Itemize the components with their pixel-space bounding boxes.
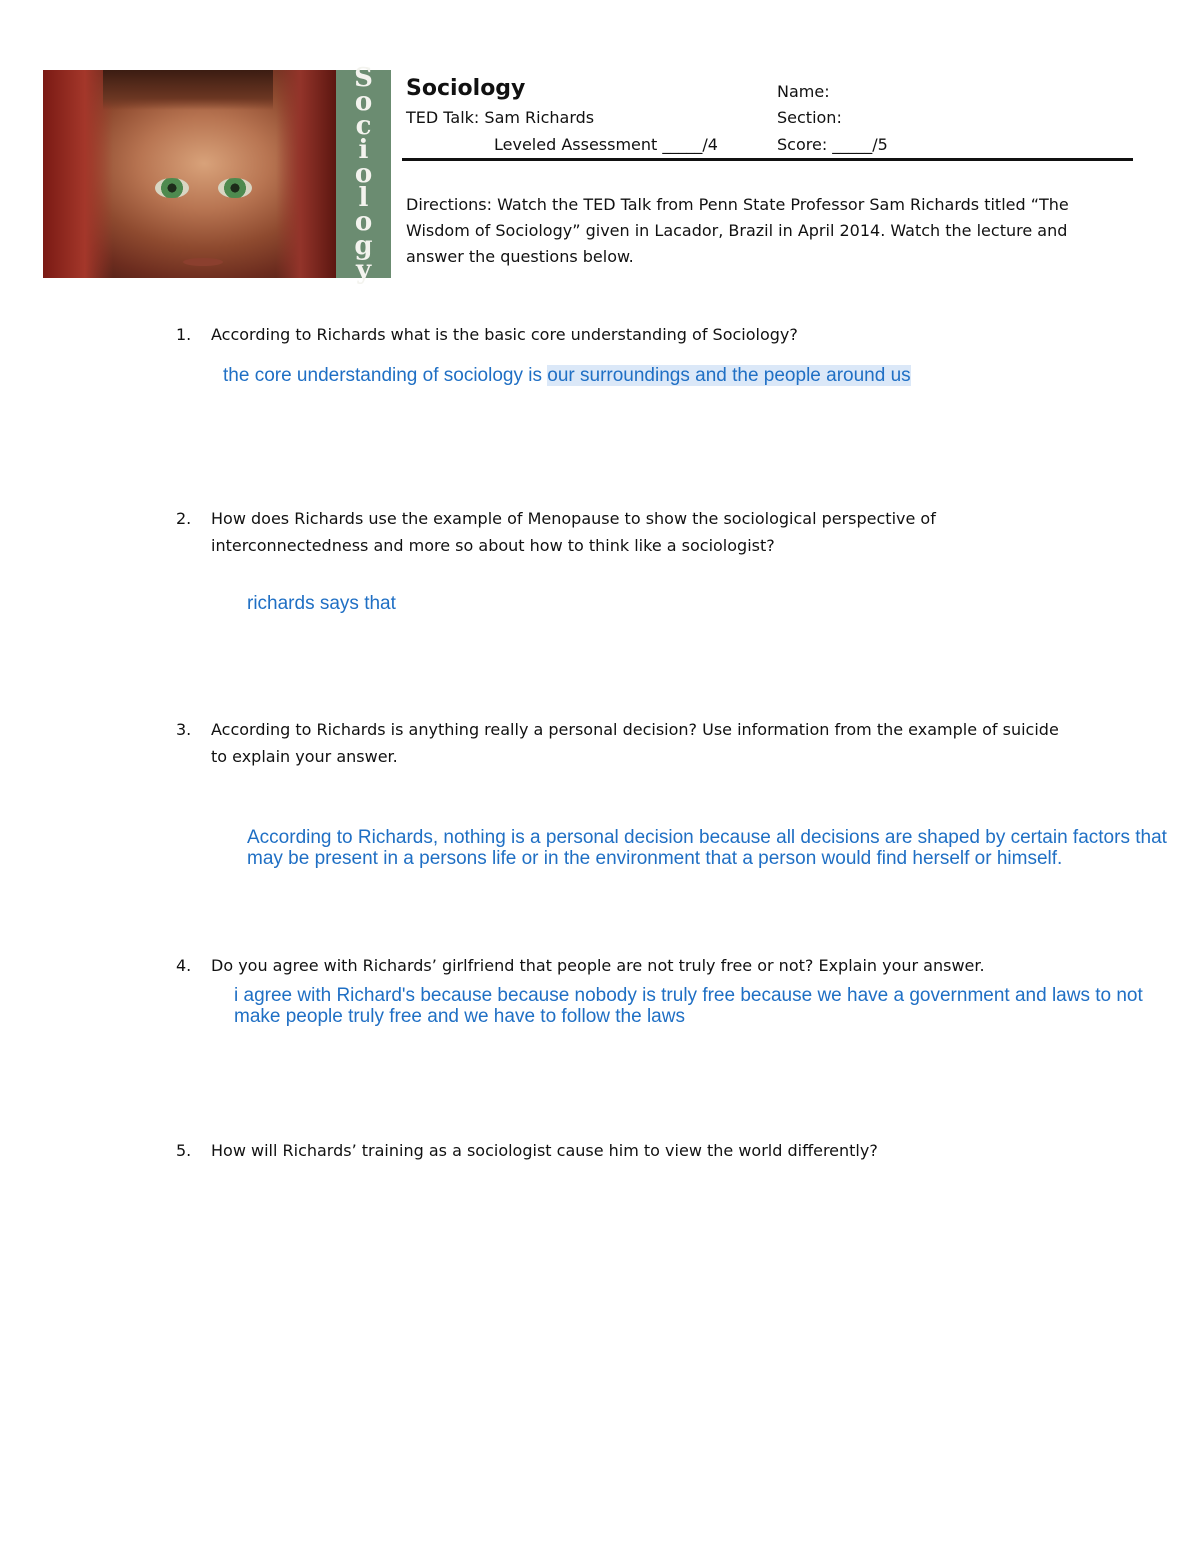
answer-1[interactable]	[223, 365, 911, 386]
question-text: How does Richards use the example of Menopause to show the sociological perspective of interconnectedness and more so about how to think like a sociologist?	[211, 509, 936, 555]
answer-4[interactable]: i agree with Richard's because because nobody is truly free because we have a government and laws to not make people truly free and we have to follow the laws	[234, 985, 1143, 1027]
header-banner	[43, 63, 391, 285]
directions-text: Directions: Watch the TED Talk from Penn State Professor Sam Richards titled “The Wisdom of Sociology” given in Lacador, Brazil in April 2014. Watch the lecture and answer the questions below.	[406, 195, 1069, 266]
answer-2[interactable]: richards says that	[247, 593, 396, 614]
subtitle: TED Talk: Sam Richards	[406, 108, 595, 127]
score-label: Score: _____/5	[777, 135, 888, 154]
question-number: 2.	[176, 509, 192, 528]
sociology-vertical-logo: S o c i o l o g y	[336, 70, 391, 278]
portrait-photo	[43, 70, 336, 278]
answer-highlighted-text: our surroundings and the people around us	[547, 365, 911, 386]
question-text: How will Richards’ training as a sociologist cause him to view the world differently?	[211, 1141, 878, 1160]
question-number: 1.	[176, 325, 192, 344]
assessment-line: Leveled Assessment _____/4	[494, 135, 718, 154]
question-number: 5.	[176, 1141, 192, 1160]
question-text: According to Richards what is the basic core understanding of Sociology?	[211, 325, 798, 344]
question-text: Do you agree with Richards’ girlfriend that people are not truly free or not? Explain your answer.	[211, 956, 985, 975]
question-text: According to Richards is anything really a personal decision? Use information from the example of suicide to explain your answer.	[211, 720, 1059, 766]
section-label: Section:	[777, 108, 842, 127]
answer-3[interactable]: According to Richards, nothing is a personal decision because all decisions are shaped by certain factors that may be present in a persons life or in the environment that a person would find herself or himself.	[247, 827, 1167, 869]
question-number: 4.	[176, 956, 192, 975]
header-divider	[402, 158, 1133, 161]
page-title: Sociology	[406, 76, 526, 101]
answer-text: the core understanding of sociology is	[223, 365, 548, 386]
question-number: 3.	[176, 720, 192, 739]
name-label: Name:	[777, 82, 830, 101]
